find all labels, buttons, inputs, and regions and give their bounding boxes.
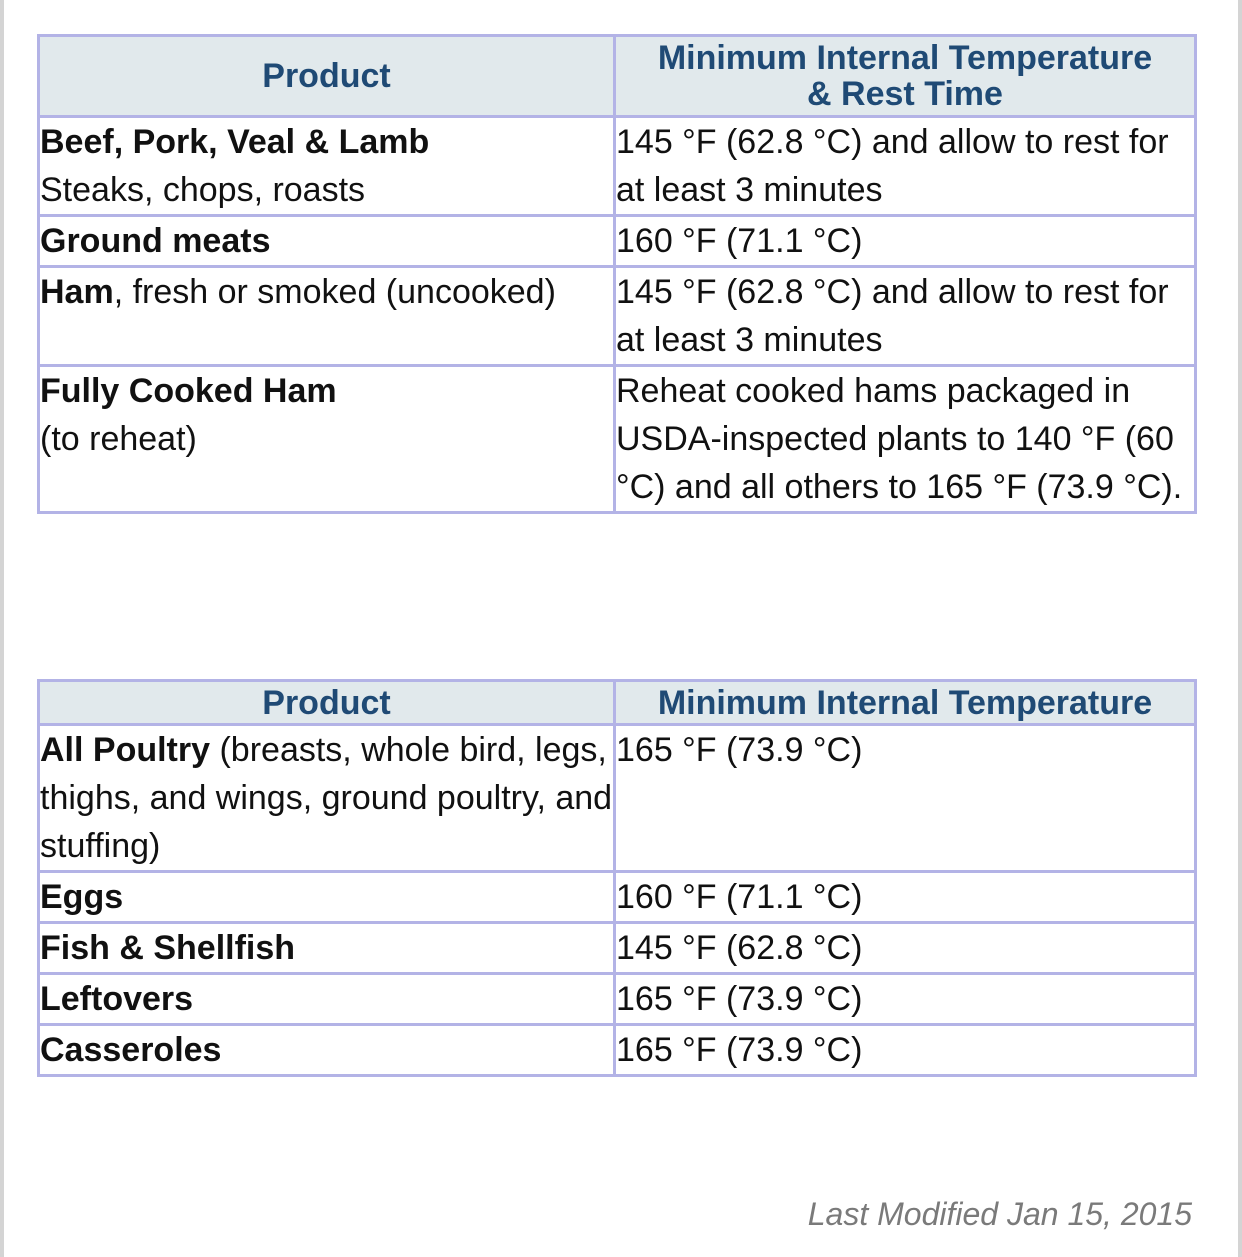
product-name: Fully Cooked Ham [40,372,337,410]
table-row [39,216,1196,267]
product-name: Leftovers [40,980,194,1018]
meat-temperature-table [37,34,1197,514]
product-name: Casseroles [40,1031,222,1069]
product-name: All Poultry [40,731,211,769]
table-row [39,872,1196,923]
temperature-cell: 145 °F (62.8 °C) and allow to rest for at least 3 minutes [615,267,1196,366]
temperature-column-header: Minimum Internal Temperature [615,681,1196,725]
product-detail: Steaks, chops, roasts [40,171,366,209]
product-cell [39,725,615,872]
temperature-cell: 160 °F (71.1 °C) [615,216,1196,267]
product-name: Beef, Pork, Veal & Lamb [40,123,430,161]
product-cell [39,117,615,216]
table-row [39,725,1196,872]
product-cell [39,267,615,366]
product-name: Ground meats [40,222,271,260]
table-row [39,974,1196,1025]
product-name: Eggs [40,878,124,916]
table-header-row [39,681,1196,725]
table-row [39,923,1196,974]
product-detail: (breasts, whole bird, legs, thighs, and wings, ground poultry, and stuffing) [40,731,613,865]
table-row [39,267,1196,366]
table-row [39,1025,1196,1076]
product-cell [39,1025,615,1076]
table-row [39,117,1196,216]
product-detail: , fresh or smoked (uncooked) [113,273,556,311]
temperature-cell: Reheat cooked hams packaged in USDA-inspected plants to 140 °F (60 °C) and all others to 165 °F (73.9 °C). [615,366,1196,513]
last-modified-text: Last Modified Jan 15, 2015 [807,1196,1192,1232]
table-row [39,366,1196,513]
temperature-header-line1: Minimum Internal Temperature [657,39,1153,77]
product-cell [39,366,615,513]
table-header-row [39,36,1196,117]
temperature-cell: 165 °F (73.9 °C) [615,1025,1196,1076]
temperature-cell: 165 °F (73.9 °C) [615,725,1196,872]
product-column-header: Product [39,36,615,117]
temperature-header-line2: & Rest Time [807,75,1003,113]
temperature-cell: 145 °F (62.8 °C) and allow to rest for at least 3 minutes [615,117,1196,216]
left-frame-border [0,0,4,1257]
temperature-column-header [615,36,1196,117]
product-cell [39,923,615,974]
temperature-cell: 145 °F (62.8 °C) [615,923,1196,974]
temperature-cell: 160 °F (71.1 °C) [615,872,1196,923]
product-detail: (to reheat) [40,420,197,458]
product-cell [39,872,615,923]
product-column-header: Product [39,681,615,725]
product-cell [39,974,615,1025]
temperature-cell: 165 °F (73.9 °C) [615,974,1196,1025]
product-name: Fish & Shellfish [40,929,296,967]
right-frame-border [1238,0,1242,1257]
product-name: Ham [40,273,114,311]
other-foods-temperature-table [37,679,1197,1077]
product-cell [39,216,615,267]
